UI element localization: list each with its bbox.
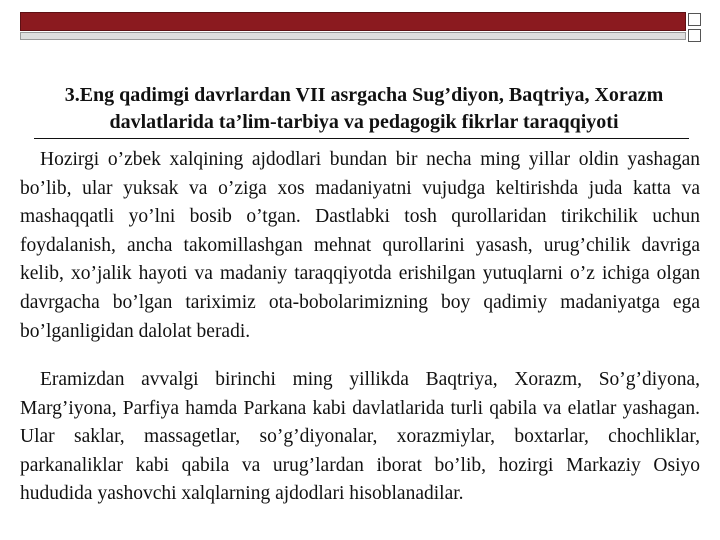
paragraph-1: Hozirgi o’zbek xalqining ajdodlari bundan bir necha ming yillar oldin yashagan bo’lib, ular yuksak va o’ziga xos madaniyatni vujudga keltirishda juda katta va mashaqqatli yo’lni bosib o’tgan. Dastlabki tosh qurollaridan tirikchilik uchun foydalanish, ancha takomillashgan mehnat qurollarini yasash, urug’chilik davriga kelib, xo’jalik hayoti va madaniy taraqqiyotda erishilgan yutuqlarni o’z ichiga olgan davrgacha bo’lgan tariximiz ota-bobolarimizning boy qadimiy madaniyatga ega bo’lganligidan dalolat beradi. (20, 149, 700, 342)
document-title: 3.Eng qadimgi davrlardan VII asrgacha Sug’diyon, Baqtriya, Xorazm davlatlarida ta’lim-tarbiya va pedagogik fikrlar taraqqiyoti (64, 84, 664, 133)
header-bar-dark (20, 12, 686, 31)
header-decoration (20, 12, 700, 38)
header-square-top (688, 13, 701, 26)
header-bar-light (20, 32, 686, 40)
header-square-bottom (688, 29, 701, 42)
paragraph-2: Eramizdan avvalgi birinchi ming yillikda Baqtriya, Xorazm, So’g’diyona, Marg’iyona, Parfiya hamda Parkana kabi davlatlarida turli qabila va elatlar yashagan. Ular saklar, massagetlar, so’g’diyonalar, xorazmiylar, boxtarlar, chochliklar, parkanaliklar kabi qabila va urug’lardan iborat bo’lib, hozirgi Markaziy Osiyo hududida yashovchi xalqlarning ajdodlari hisoblanadilar. (20, 369, 700, 505)
title-underline (34, 138, 689, 139)
